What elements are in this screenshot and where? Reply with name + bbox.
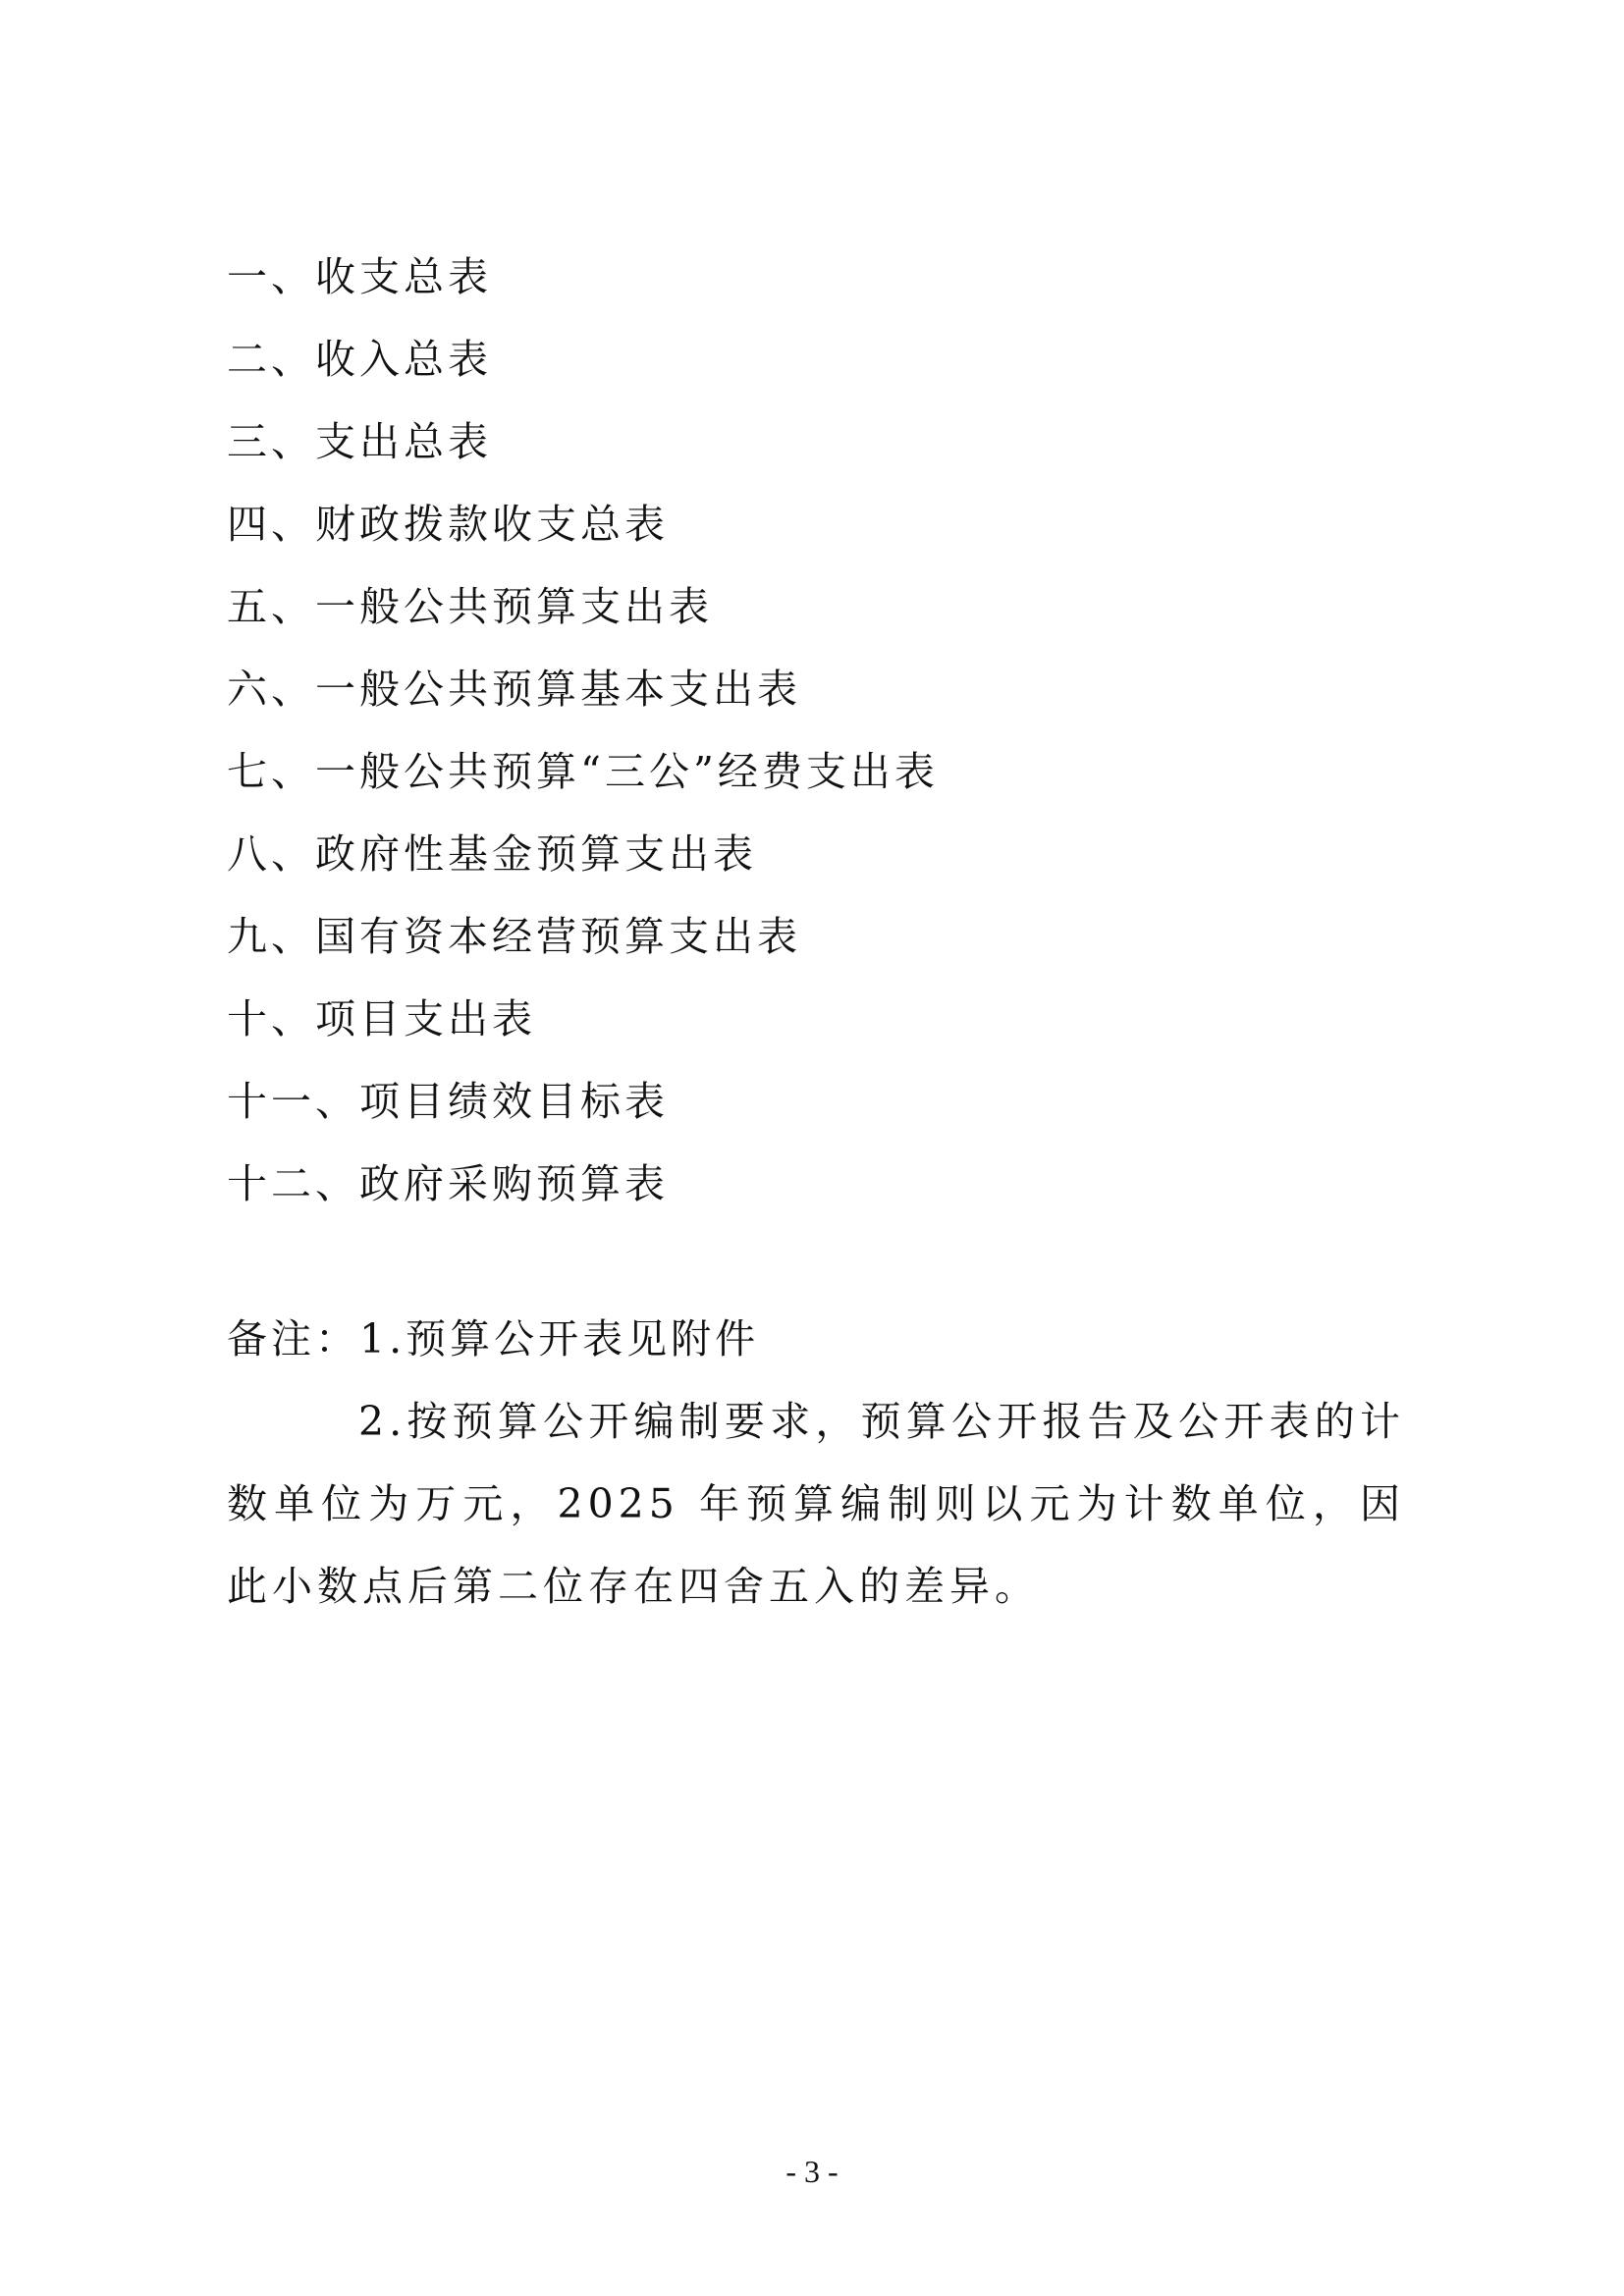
list-item: 八、政府性基金预算支出表 [227, 830, 757, 878]
list-item: 五、一般公共预算支出表 [227, 583, 713, 630]
list-item: 九、国有资本经营预算支出表 [227, 913, 801, 960]
table-list [227, 236, 1405, 1225]
list-item: 四、财政拨款收支总表 [227, 501, 669, 548]
list-item: 三、支出总表 [227, 418, 492, 465]
list-item: 十一、项目绩效目标表 [227, 1078, 669, 1125]
list-item: 十二、政府采购预算表 [227, 1160, 669, 1207]
remark-line-1: 备注：1.预算公开表见附件 [227, 1315, 760, 1362]
list-item: 七、一般公共预算“三公”经费支出表 [227, 748, 939, 795]
page-number: - 3 - [785, 2154, 839, 2189]
remarks-section [227, 1298, 1405, 1628]
list-item: 一、收支总表 [227, 253, 492, 300]
remark-line-2: 2.按预算公开编制要求，预算公开报告及公开表的计数单位为万元，2025 年预算编制则以元为计数单位，因此小数点后第二位存在四舍五入的差异。 [227, 1398, 1405, 1610]
list-item: 二、收入总表 [227, 336, 492, 383]
list-item: 十、项目支出表 [227, 995, 536, 1042]
list-item: 六、一般公共预算基本支出表 [227, 666, 801, 713]
